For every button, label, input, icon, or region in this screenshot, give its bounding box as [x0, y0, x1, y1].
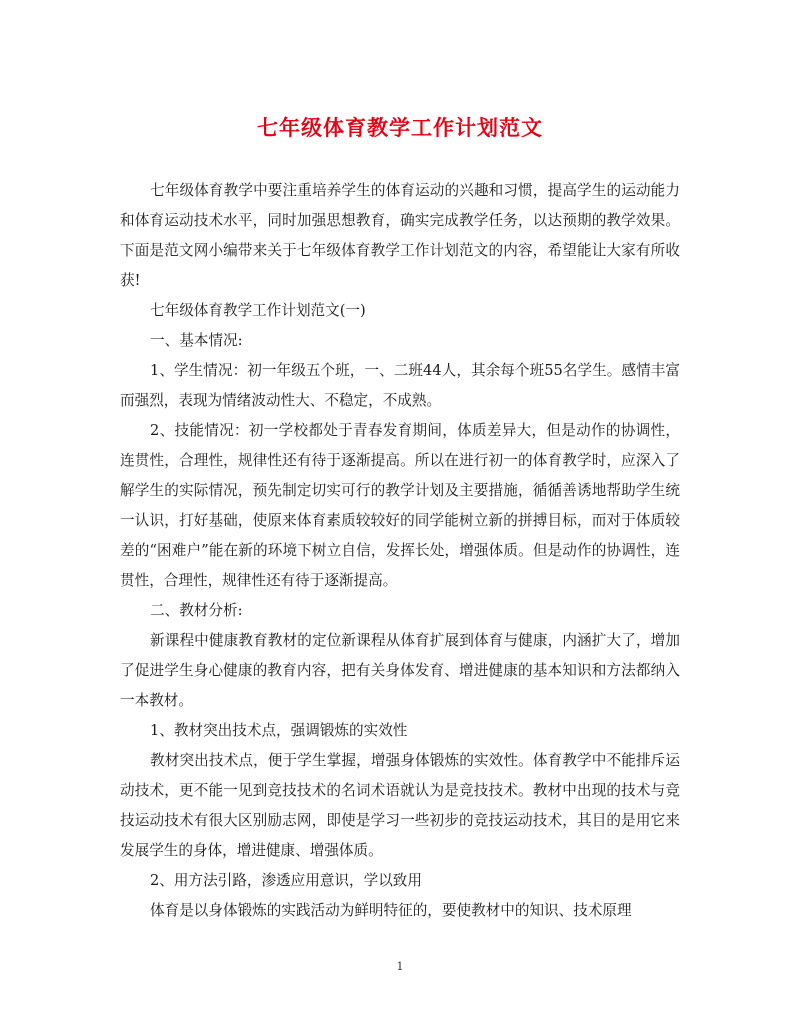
- section-heading: 一、基本情况:: [150, 332, 243, 349]
- body-paragraph: 2、技能情况：初一学校都处于青春发育期间，体质差异大，但是动作的协调性，连贯性，合理性，规律性还有待于逐渐提高。所以在进行初一的体育教学时，应深入了解学生的实际情况，预先制定切实可行的教学计划及主要措施，循循善诱地帮助学生统一认识，打好基础，使原来体育素质较较好的同学能树立新的拼搏目标，而对于体质较差的“困难户”能在新的环境下树立自信，发挥长处，增强体质。但是动作的协调性，连贯性，合理性，规律性还有待于逐渐提高。: [120, 422, 680, 589]
- body-paragraph: 教材突出技术点，便于学生掌握，增强身体锻炼的实效性。体育教学中不能排斥运动技术，更不能一见到竞技技术的名词术语就认为是竞技技术。教材中出现的技术与竞技运动技术有很大区别励志网，即使是学习一些初步的竞技运动技术，其目的是用它来发展学生的身体，增进健康、增强体质。: [120, 752, 680, 859]
- section-heading: 2、用方法引路，渗透应用意识，学以致用: [150, 872, 422, 889]
- section-heading: 二、教材分析:: [150, 602, 243, 619]
- section-heading: 七年级体育教学工作计划范文(一): [150, 302, 366, 319]
- body-paragraph: 新课程中健康教育教材的定位新课程从体育扩展到体育与健康，内涵扩大了，增加了促进学生身心健康的教育内容，把有关身体发育、增进健康的基本知识和方法都纳入一本教材。: [120, 632, 680, 709]
- section-heading: 1、教材突出技术点，强调锻炼的实效性: [150, 722, 408, 739]
- intro-paragraph: 七年级体育教学中要注重培养学生的体育运动的兴趣和习惯，提高学生的运动能力和体育运动技术水平，同时加强思想教育，确实完成教学任务，以达预期的教学效果。下面是范文网小编带来关于七年级体育教学工作计划范文的内容，希望能让大家有所收获!: [120, 182, 680, 289]
- page-number: 1: [396, 960, 404, 973]
- document-title: 七年级体育教学工作计划范文: [257, 115, 543, 140]
- body-paragraph: 1、学生情况：初一年级五个班，一、二班44人，其余每个班55名学生。感情丰富而强烈，表现为情绪波动性大、不稳定，不成熟。: [120, 362, 680, 409]
- body-paragraph: 体育是以身体锻炼的实践活动为鲜明特征的，要使教材中的知识、技术原理: [150, 902, 632, 919]
- document-body: [120, 176, 680, 926]
